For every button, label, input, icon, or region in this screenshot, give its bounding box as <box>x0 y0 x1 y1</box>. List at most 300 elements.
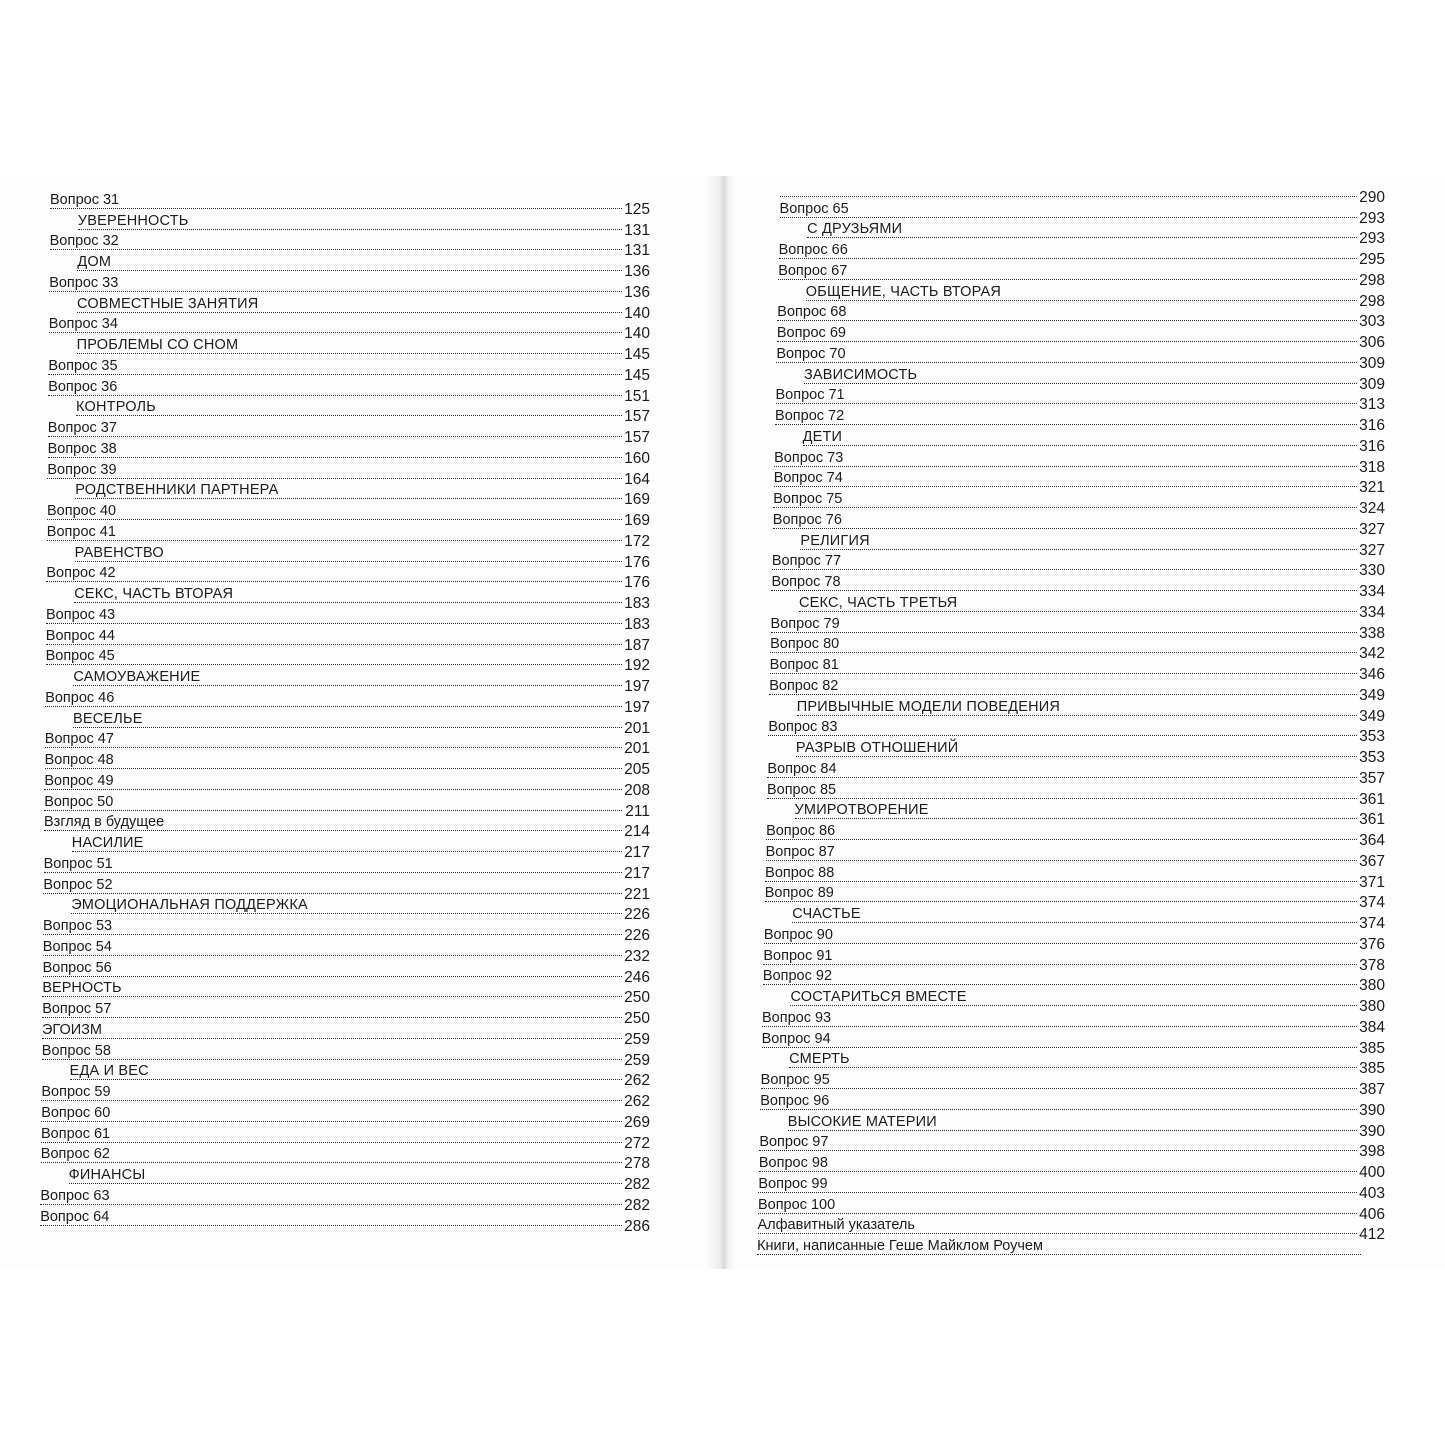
dot-leader <box>73 727 626 728</box>
toc-section-row <box>40 544 650 571</box>
toc-entry-row <box>40 440 650 467</box>
dot-leader <box>763 984 1361 985</box>
toc-page-number: 385 <box>1359 1060 1385 1078</box>
toc-entry-label: ЕДА И ВЕС <box>69 1063 149 1080</box>
toc-entry-label: Вопрос 74 <box>773 470 843 487</box>
dot-leader <box>780 196 1361 197</box>
toc-page-number: 157 <box>624 429 650 446</box>
toc-entry-label: Взгляд в будущее <box>44 814 165 831</box>
toc-section-row <box>770 428 1385 455</box>
book-spread <box>0 176 1445 1269</box>
dot-leader <box>792 922 1361 923</box>
toc-entry-row <box>770 470 1385 497</box>
toc-page-number: 327 <box>1359 541 1385 559</box>
toc-page-number: 403 <box>1359 1184 1385 1202</box>
toc-page-number: 316 <box>1359 417 1385 434</box>
toc-entry-label: ЗАВИСИМОСТЬ <box>803 366 918 383</box>
toc-entry-label: Вопрос 80 <box>770 636 840 653</box>
dot-leader <box>758 1213 1361 1214</box>
toc-entry-label: Вопрос 84 <box>767 760 837 777</box>
toc-page-number: 262 <box>624 1093 650 1110</box>
toc-page-number: 131 <box>624 221 650 239</box>
dot-leader <box>50 249 626 250</box>
toc-page-number: 250 <box>624 989 650 1007</box>
toc-entry-row <box>40 1125 650 1152</box>
toc-entry-label: Вопрос 78 <box>771 574 841 590</box>
dot-leader <box>46 581 626 582</box>
toc-section-row <box>770 989 1385 1015</box>
toc-page-number: 390 <box>1359 1122 1385 1140</box>
dot-leader <box>48 436 626 437</box>
toc-page-number: 136 <box>624 283 650 301</box>
toc-page-number: 380 <box>1359 977 1385 995</box>
toc-entry-row <box>769 657 1385 683</box>
toc-entry-label: Вопрос 50 <box>44 793 114 810</box>
toc-page-number: 211 <box>625 802 650 820</box>
toc-entry-label: Вопрос 97 <box>759 1134 829 1151</box>
toc-section-row <box>40 710 650 737</box>
left-page <box>0 176 712 1269</box>
toc-entry-row <box>770 553 1385 580</box>
toc-entry-label: Вопрос 90 <box>763 926 833 943</box>
toc-entry-row <box>758 1155 1385 1181</box>
dot-leader <box>767 777 1361 778</box>
toc-entry-label: СЧАСТЬЕ <box>792 906 861 922</box>
dot-leader <box>44 872 626 873</box>
dot-leader <box>45 768 626 769</box>
dot-leader <box>773 507 1361 508</box>
dot-leader <box>71 913 626 914</box>
toc-entry-label: Вопрос 69 <box>776 325 846 341</box>
toc-entry-label: СЕКС, ЧАСТЬ ТРЕТЬЯ <box>799 594 958 611</box>
toc-section-row <box>770 802 1385 829</box>
toc-entry-row <box>766 823 1385 849</box>
toc-page-number: 269 <box>624 1113 650 1131</box>
toc-entry-label: Вопрос 93 <box>762 1009 832 1026</box>
toc-page-number: 400 <box>1359 1164 1385 1181</box>
dot-leader <box>763 964 1361 965</box>
toc-page-number: 282 <box>624 1196 650 1214</box>
toc-entry-row <box>759 1134 1385 1161</box>
toc-entry-row <box>770 387 1385 414</box>
dot-leader <box>46 623 626 624</box>
toc-entry-label: РОДСТВЕННИКИ ПАРТНЕРА <box>75 482 279 499</box>
toc-entry-label: РАЗРЫВ ОТНОШЕНИЙ <box>795 740 959 756</box>
dot-leader <box>41 1162 626 1163</box>
toc-entry-row <box>40 1104 650 1131</box>
dot-leader <box>774 466 1361 467</box>
dot-leader <box>797 715 1361 716</box>
toc-entry-label: Вопрос 70 <box>776 345 846 362</box>
toc-entry-row <box>770 491 1385 517</box>
toc-entry-label: Вопрос 42 <box>46 565 116 582</box>
toc-entry-row <box>40 420 650 446</box>
toc-section-row <box>40 212 650 239</box>
toc-entry-label: СОВМЕСТНЫЕ ЗАНЯТИЯ <box>77 295 259 312</box>
dot-leader <box>49 332 626 333</box>
toc-page-number: 187 <box>624 636 650 654</box>
toc-page-number: 298 <box>1359 292 1385 310</box>
toc-page-number: 160 <box>624 449 650 467</box>
toc-page-number: 318 <box>1359 458 1385 476</box>
dot-leader <box>72 851 626 852</box>
toc-page-number: 169 <box>624 512 650 529</box>
toc-page-number: 298 <box>1359 271 1385 289</box>
toc-entry-label: Вопрос 83 <box>768 719 838 736</box>
toc-page-number: 221 <box>624 885 650 903</box>
dot-leader <box>44 789 626 790</box>
dot-leader <box>758 1192 1361 1193</box>
toc-entry-label: ПРИВЫЧНЫЕ МОДЕЛИ ПОВЕДЕНИЯ <box>796 698 1061 715</box>
toc-page-number: 316 <box>1359 437 1385 455</box>
toc-page-number: 321 <box>1359 479 1385 497</box>
toc-page-number: 157 <box>624 408 650 426</box>
toc-entry-label: ЭГОИЗМ <box>42 1021 102 1038</box>
toc-entry-label: Вопрос 88 <box>765 864 835 881</box>
dot-leader <box>47 478 626 479</box>
dot-leader <box>804 383 1361 384</box>
toc-entry-label: Вопрос 87 <box>765 843 835 860</box>
dot-leader <box>799 611 1361 612</box>
dot-leader <box>40 1225 626 1226</box>
toc-entry-row <box>770 449 1385 476</box>
toc-entry-label: ПРОБЛЕМЫ СО СНОМ <box>76 337 239 353</box>
toc-section-row <box>40 337 650 363</box>
toc-entry-label: С ДРУЗЬЯМИ <box>807 221 903 238</box>
toc-section-row <box>770 906 1385 932</box>
dot-leader <box>807 237 1361 238</box>
toc-page-number: 290 <box>1359 188 1385 206</box>
toc-section-row <box>40 399 650 426</box>
toc-entry-row <box>760 1072 1385 1098</box>
toc-entry-label: Вопрос 32 <box>49 233 119 250</box>
toc-entry-label: ВЕСЕЛЬЕ <box>73 710 143 727</box>
toc-page-number: 306 <box>1359 334 1385 351</box>
dot-leader <box>41 1100 626 1101</box>
toc-page-number: 278 <box>624 1155 650 1173</box>
dot-leader <box>49 291 626 292</box>
toc-entry-row <box>40 980 650 1007</box>
toc-entry-label: ВЕРНОСТЬ <box>42 980 122 997</box>
dot-leader <box>789 1067 1361 1068</box>
toc-page-number: 176 <box>624 574 650 592</box>
toc-page-number: 334 <box>1359 583 1385 600</box>
dot-leader <box>46 644 626 645</box>
toc-entry-row <box>40 772 650 799</box>
toc-page-number: 380 <box>1359 998 1385 1015</box>
dot-leader <box>765 901 1361 902</box>
dot-leader <box>44 830 626 831</box>
toc-entry-label: УВЕРЕННОСТЬ <box>77 212 189 229</box>
toc-entry-label: Вопрос 64 <box>40 1208 110 1225</box>
toc-page-number: 376 <box>1359 935 1385 953</box>
toc-entry-label: ФИНАНСЫ <box>68 1167 146 1183</box>
dot-leader <box>779 258 1361 259</box>
toc-page-number: 398 <box>1359 1143 1385 1161</box>
toc-section-row <box>770 1051 1385 1078</box>
toc-entry-label: Вопрос 59 <box>41 1084 111 1100</box>
toc-entry-label: Вопрос 86 <box>766 823 836 839</box>
toc-page-number: 250 <box>624 1010 650 1027</box>
toc-entry-label: СЕКС, ЧАСТЬ ВТОРАЯ <box>74 586 234 602</box>
toc-entry-row <box>767 760 1385 787</box>
dot-leader <box>48 395 626 396</box>
toc-page-number: 334 <box>1359 603 1385 621</box>
toc-entry-row <box>758 1175 1385 1202</box>
toc-section-row <box>770 1113 1385 1140</box>
dot-leader <box>768 735 1361 736</box>
toc-entry-label: Вопрос 31 <box>50 191 120 208</box>
toc-entry-row <box>763 926 1385 953</box>
toc-page-number: 125 <box>624 200 650 218</box>
toc-page-number: 346 <box>1359 666 1385 683</box>
toc-entry-label: ДЕТИ <box>802 428 843 445</box>
toc-section-row <box>40 1167 650 1193</box>
toc-entry-label: Вопрос 60 <box>41 1104 111 1121</box>
toc-page-number: 226 <box>624 927 650 944</box>
toc-entry-label: Вопрос 43 <box>46 606 116 623</box>
toc-entry-label: Алфавитный указатель <box>757 1217 915 1234</box>
right-page <box>712 176 1445 1269</box>
dot-leader <box>42 1017 626 1018</box>
toc-section-row <box>40 897 650 924</box>
toc-page-number: 217 <box>624 844 650 861</box>
toc-entry-label: Вопрос 51 <box>43 855 113 872</box>
toc-entry-row <box>40 1021 650 1048</box>
toc-entry-label: Вопрос 36 <box>48 378 118 395</box>
toc-page-number: 183 <box>624 595 650 612</box>
toc-page-number: 226 <box>624 906 650 924</box>
dot-leader <box>69 1183 626 1184</box>
toc-entry-label: Вопрос 71 <box>775 387 845 404</box>
toc-page-number: 140 <box>624 304 650 322</box>
dot-leader <box>766 839 1361 840</box>
dot-leader <box>772 569 1361 570</box>
dot-leader <box>41 1121 626 1122</box>
toc-page-number: 136 <box>624 263 650 280</box>
dot-leader <box>766 860 1361 861</box>
toc-entry-label: Вопрос 47 <box>44 731 114 748</box>
toc-entry-row <box>40 918 650 944</box>
toc-entry-label: Вопрос 38 <box>47 440 117 457</box>
dot-leader <box>788 1130 1361 1131</box>
toc-section-row <box>40 482 650 509</box>
dot-leader <box>762 1026 1361 1027</box>
toc-entry-row <box>770 242 1385 268</box>
toc-entry-row <box>770 615 1385 642</box>
dot-leader <box>77 312 626 313</box>
dot-leader <box>769 694 1361 695</box>
toc-entry-row <box>40 606 650 633</box>
toc-entry-label: Вопрос 76 <box>772 511 842 528</box>
dot-leader <box>50 208 626 209</box>
dot-leader <box>44 810 626 811</box>
toc-page-number: 342 <box>1359 645 1385 663</box>
toc-entry-row <box>40 233 650 260</box>
dot-leader <box>761 1088 1361 1089</box>
toc-entry-label: Книги, написанные Геше Майклом Роучем <box>757 1238 1043 1254</box>
toc-entry-label: Вопрос 96 <box>760 1092 830 1109</box>
toc-entry-label: Вопрос 68 <box>777 304 847 321</box>
dot-leader <box>764 943 1361 944</box>
left-toc-list <box>40 191 650 1235</box>
dot-leader <box>42 1059 626 1060</box>
toc-page-number: 246 <box>624 968 650 986</box>
toc-entry-label: Вопрос 82 <box>769 677 839 694</box>
toc-entry-label: СОСТАРИТЬСЯ ВМЕСТЕ <box>790 989 967 1005</box>
toc-entry-label: Вопрос 75 <box>773 491 843 507</box>
dot-leader <box>765 881 1361 882</box>
toc-entry-row <box>765 843 1385 870</box>
toc-page-number: 192 <box>624 657 650 675</box>
toc-page-number: 201 <box>624 740 650 758</box>
toc-entry-row <box>770 408 1385 434</box>
toc-page-number: 145 <box>624 346 650 363</box>
toc-entry-label: Вопрос 46 <box>45 689 115 706</box>
dot-leader <box>78 229 626 230</box>
toc-section-row <box>770 740 1385 766</box>
toc-page-number: 374 <box>1359 915 1385 932</box>
dot-leader <box>776 403 1362 404</box>
toc-entry-label: Вопрос 89 <box>764 885 834 902</box>
toc-entry-row <box>770 636 1385 663</box>
dot-leader <box>770 673 1361 674</box>
toc-entry-row <box>40 1001 650 1027</box>
dot-leader <box>776 362 1361 363</box>
toc-page-number: 295 <box>1359 251 1385 268</box>
dot-leader <box>42 996 626 997</box>
toc-page-number: 303 <box>1359 313 1385 331</box>
toc-page-number: 309 <box>1359 375 1385 393</box>
toc-page-number: 169 <box>624 491 650 509</box>
dot-leader <box>759 1150 1361 1151</box>
toc-entry-label: Вопрос 67 <box>778 262 848 279</box>
dot-leader <box>47 519 626 520</box>
toc-entry-label: ВЫСОКИЕ МАТЕРИИ <box>787 1113 937 1130</box>
toc-page-number: 349 <box>1359 686 1385 704</box>
toc-entry-label: СМЕРТЬ <box>789 1051 850 1068</box>
dot-leader <box>759 1171 1361 1172</box>
toc-page-number: 374 <box>1359 894 1385 912</box>
toc-section-row <box>770 366 1385 393</box>
dot-leader <box>760 1109 1361 1110</box>
toc-page-number: 197 <box>624 678 650 695</box>
toc-page-number: 172 <box>624 532 650 550</box>
toc-entry-label: Вопрос 65 <box>779 200 849 217</box>
toc-entry-label: Вопрос 73 <box>774 449 844 466</box>
toc-page-number: 357 <box>1359 769 1385 787</box>
toc-entry-row <box>40 1208 650 1235</box>
toc-page-number: 313 <box>1359 396 1385 414</box>
toc-section-row <box>770 532 1385 559</box>
dot-leader <box>790 1005 1361 1006</box>
toc-page-number: 353 <box>1359 728 1385 746</box>
toc-entry-label: Вопрос 49 <box>44 772 114 789</box>
toc-page-number: 151 <box>624 387 650 405</box>
toc-entry-row <box>40 357 650 384</box>
toc-entry-label: Вопрос 98 <box>758 1155 828 1171</box>
toc-entry-label: Вопрос 63 <box>40 1187 110 1204</box>
dot-leader <box>806 300 1361 301</box>
dot-leader <box>800 549 1361 550</box>
toc-page-number: 232 <box>624 947 650 965</box>
toc-entry-row <box>40 855 650 882</box>
toc-entry-label: КОНТРОЛЬ <box>76 399 156 416</box>
toc-entry-label: Вопрос 100 <box>757 1196 836 1213</box>
toc-page-number: 412 <box>1359 1226 1385 1244</box>
toc-page-number: 293 <box>1359 209 1385 227</box>
toc-entry-row <box>765 864 1385 891</box>
toc-entry-row <box>40 959 650 986</box>
toc-page-number: 384 <box>1359 1018 1385 1036</box>
toc-entry-row <box>40 1084 650 1110</box>
toc-entry-label: НАСИЛИЕ <box>71 835 144 851</box>
dot-leader <box>795 818 1362 819</box>
toc-entry-label: Вопрос 52 <box>43 876 113 893</box>
toc-page-number: 282 <box>624 1176 650 1193</box>
toc-page-number: 309 <box>1359 354 1385 372</box>
dot-leader <box>41 1142 626 1143</box>
toc-entry-row <box>40 938 650 965</box>
toc-entry-label: Вопрос 41 <box>46 523 116 540</box>
toc-page-number: 131 <box>624 242 650 260</box>
toc-entry-label: Вопрос 77 <box>771 553 842 570</box>
toc-entry-label: Вопрос 91 <box>763 947 833 964</box>
toc-page-number: 364 <box>1359 832 1385 849</box>
toc-page-number: 324 <box>1359 500 1385 517</box>
dot-leader <box>73 685 626 686</box>
toc-page-number: 214 <box>624 823 650 841</box>
toc-page-number: 406 <box>1359 1205 1385 1223</box>
toc-page-number: 349 <box>1359 707 1385 725</box>
toc-page-number: 262 <box>624 1072 650 1090</box>
toc-page-number: 205 <box>624 761 650 778</box>
toc-entry-label: Вопрос 72 <box>775 408 845 424</box>
toc-entry-label: Вопрос 56 <box>42 959 112 976</box>
dot-leader <box>70 1079 626 1080</box>
toc-page-number: 259 <box>624 1030 650 1048</box>
dot-leader <box>796 756 1361 757</box>
toc-page-number: 259 <box>624 1051 650 1069</box>
toc-entry-row <box>770 325 1385 351</box>
toc-section-row <box>770 698 1385 725</box>
toc-entry-label: Вопрос 33 <box>49 274 119 291</box>
dot-leader <box>75 498 626 499</box>
dot-leader <box>778 279 1361 280</box>
toc-page-number: 353 <box>1359 749 1385 766</box>
toc-page-number: 140 <box>624 325 650 343</box>
toc-entry-label: Вопрос 95 <box>760 1072 830 1088</box>
toc-page-number: 387 <box>1359 1081 1385 1098</box>
toc-entry-label: ОБЩЕНИЕ, ЧАСТЬ ВТОРАЯ <box>805 283 1002 300</box>
dot-leader <box>43 893 626 894</box>
dot-leader <box>775 424 1361 425</box>
toc-page-number: 330 <box>1359 562 1385 580</box>
toc-entry-label: Вопрос 81 <box>769 657 839 673</box>
toc-page-number: 327 <box>1359 520 1385 538</box>
toc-section-row <box>40 586 650 612</box>
toc-page-number: 361 <box>1359 811 1385 829</box>
toc-section-row <box>40 1063 650 1090</box>
dot-leader <box>762 1047 1361 1048</box>
toc-page-number: 390 <box>1359 1101 1385 1119</box>
dot-leader <box>771 632 1361 633</box>
dot-leader <box>74 602 626 603</box>
dot-leader <box>45 747 626 748</box>
toc-entry-label: Вопрос 85 <box>766 781 837 798</box>
toc-section-row <box>770 221 1385 248</box>
toc-page-number: 145 <box>624 366 650 384</box>
